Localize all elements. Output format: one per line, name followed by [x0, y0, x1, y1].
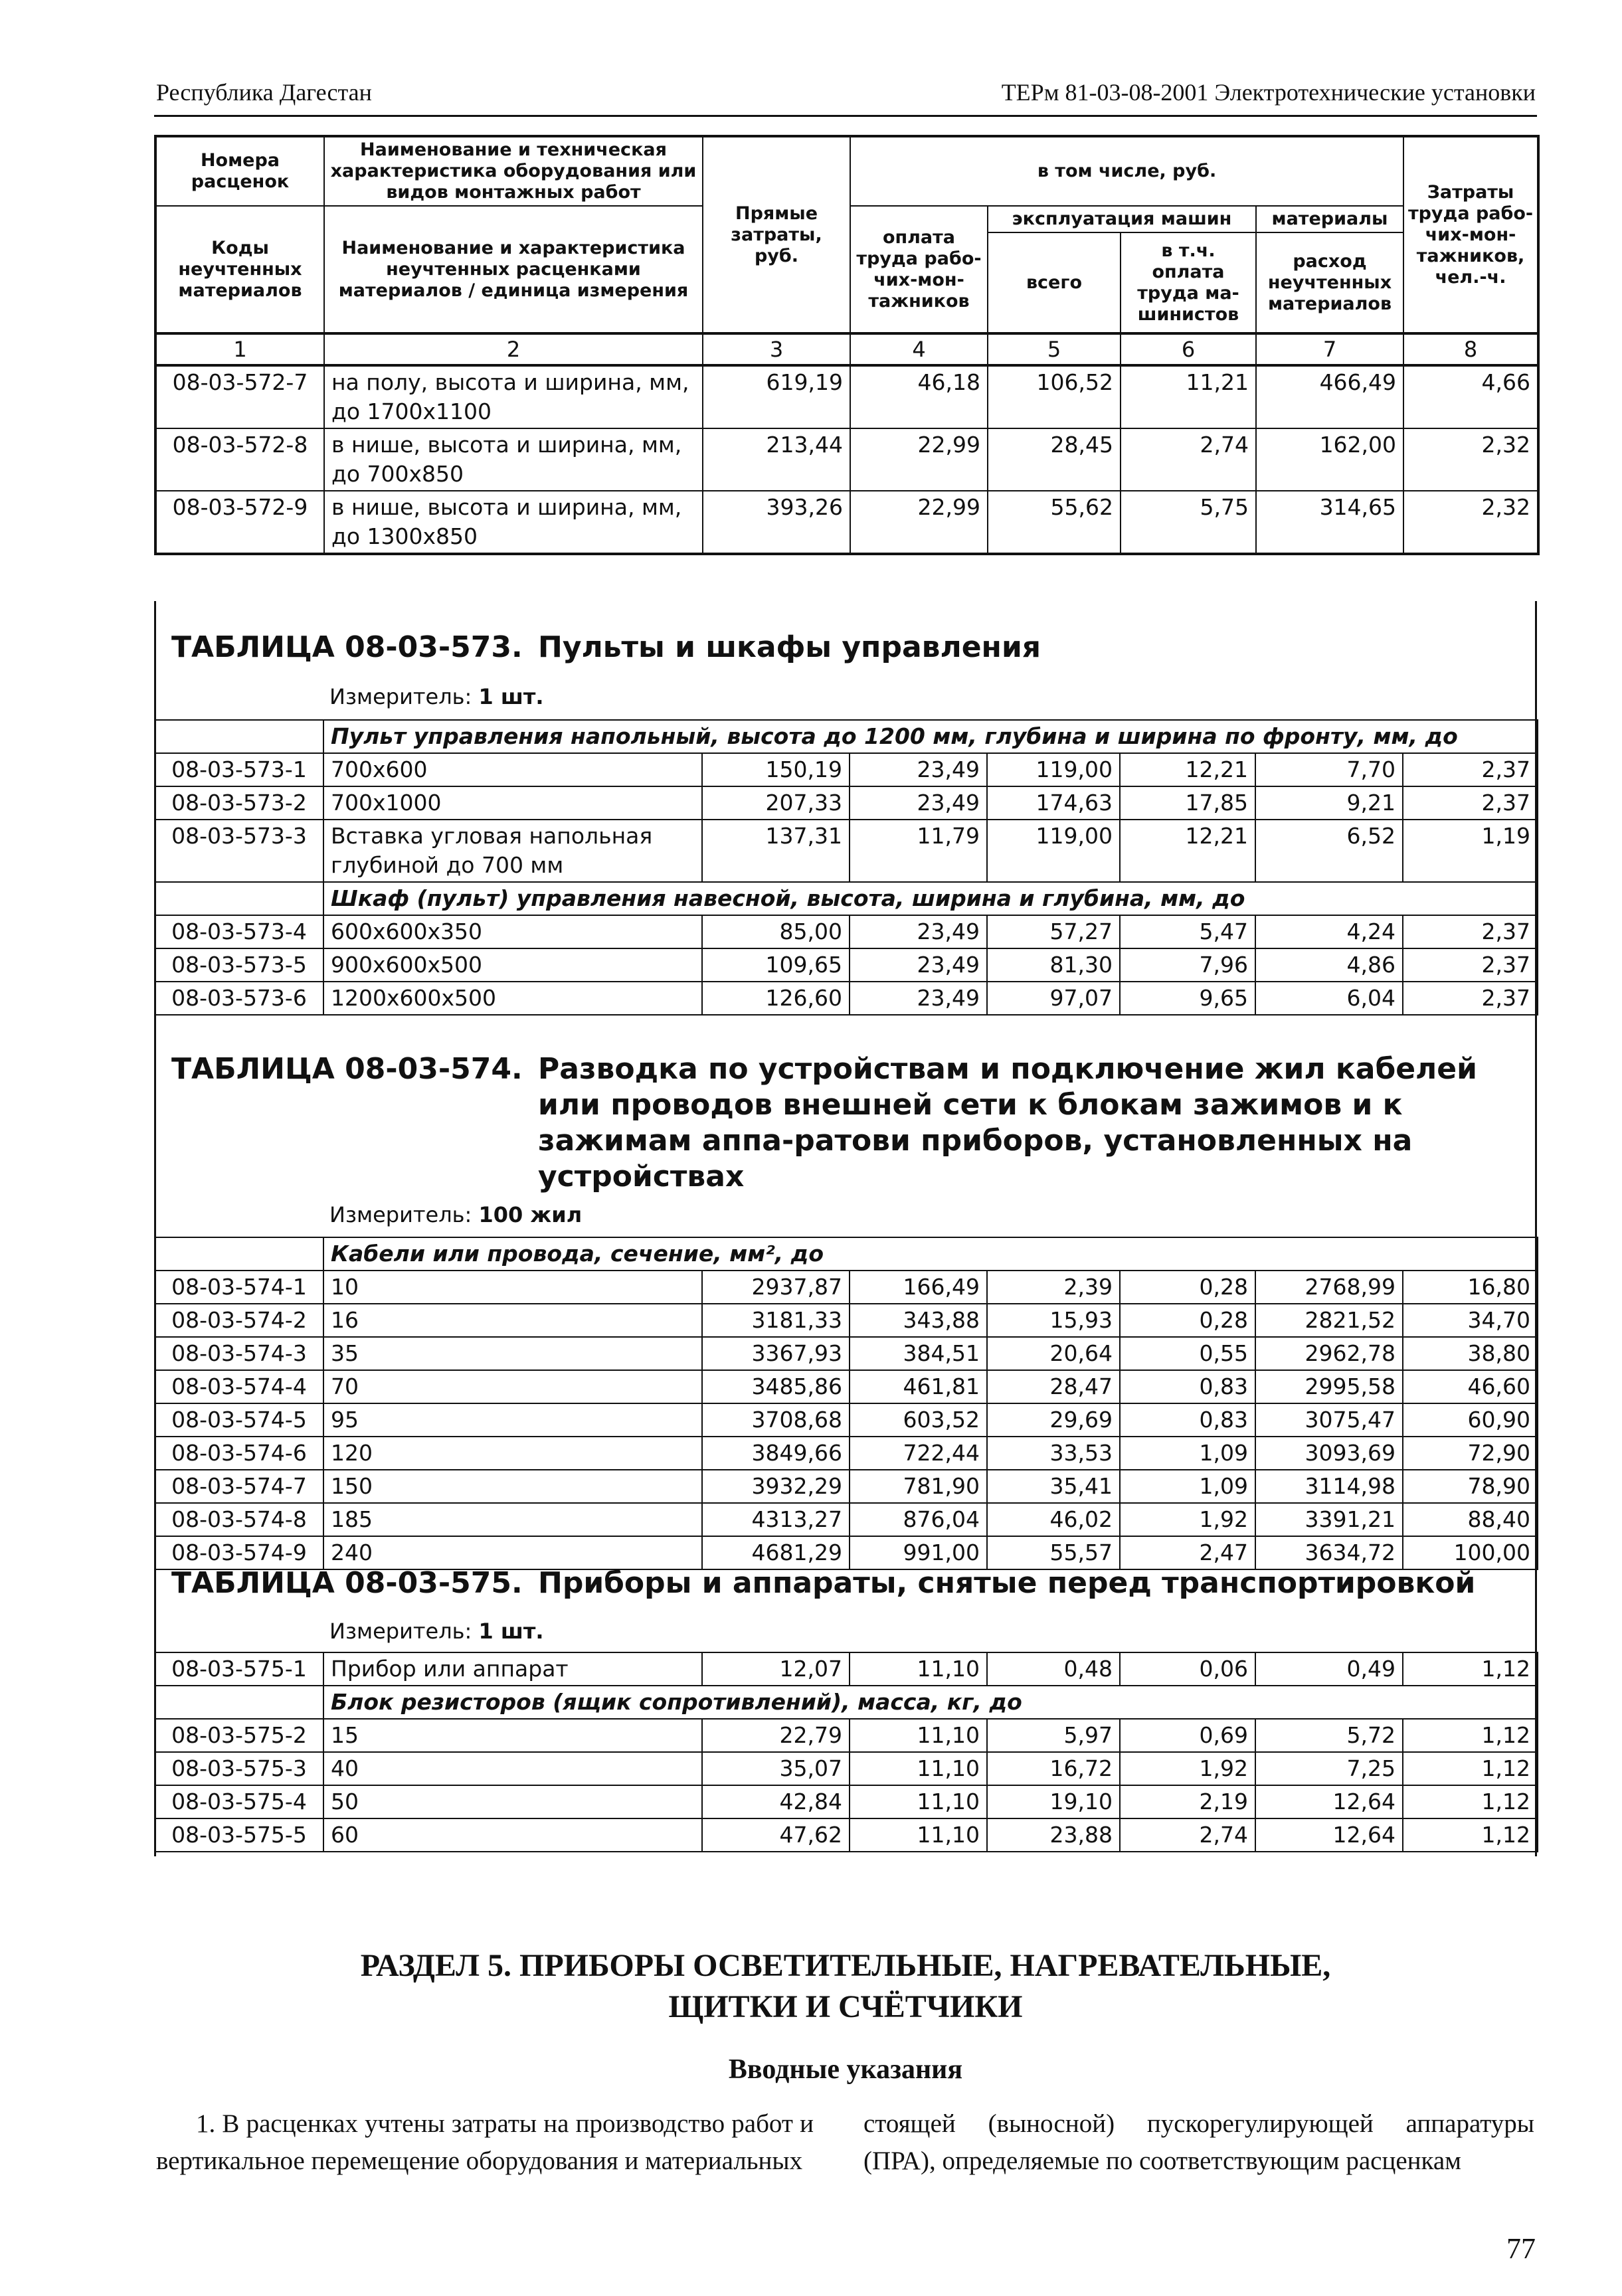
row-name: 40: [323, 1752, 702, 1785]
materials-value: 4,86: [1255, 948, 1403, 982]
row-name: 35: [323, 1337, 702, 1370]
worker-pay-value: 23,49: [850, 982, 987, 1015]
row-name: 1200х600х500: [323, 982, 702, 1015]
table-row: [155, 753, 1538, 786]
row-code: 08-03-574-3: [155, 1337, 323, 1370]
table-row: [155, 820, 1538, 882]
machine-total-value: 46,02: [987, 1503, 1120, 1536]
labor-value: 60,90: [1403, 1403, 1538, 1437]
table-row: [155, 365, 1538, 428]
table-row: [155, 982, 1538, 1015]
direct-costs-value: 47,62: [702, 1818, 850, 1852]
direct-costs-value: 2937,87: [702, 1271, 850, 1304]
col-number: 8: [1403, 333, 1538, 365]
direct-costs-value: 3367,93: [702, 1337, 850, 1370]
table-573-title: Пульты и шкафы управления: [538, 630, 1041, 664]
machine-total-value: 28,47: [987, 1370, 1120, 1403]
meter-value: 1 шт.: [478, 684, 544, 709]
direct-costs-value: 137,31: [702, 820, 850, 882]
row-name: 16: [323, 1304, 702, 1337]
table-row: [155, 1719, 1538, 1752]
subheading: Блок резисторов (ящик сопротивлений), масса, кг, до: [323, 1686, 1538, 1719]
labor-value: 1,12: [1403, 1752, 1538, 1785]
table-574-title: Разводка по устройствам и подключение жил кабелей или проводов внешней сети к блокам зажимов и к зажимам аппа-ратови приборов, установленных на устройствах: [538, 1052, 1477, 1193]
materials-value: 6,52: [1255, 820, 1403, 882]
labor-value: 1,12: [1403, 1785, 1538, 1818]
col-number: 2: [324, 333, 703, 365]
labor-value: 78,90: [1403, 1470, 1538, 1503]
labor-value: 100,00: [1403, 1536, 1538, 1569]
col-header-including: в том числе, руб.: [850, 136, 1403, 206]
machine-total-value: 55,57: [987, 1536, 1120, 1569]
worker-pay-value: 603,52: [850, 1403, 987, 1437]
table-row: [155, 1470, 1538, 1503]
row-code: 08-03-574-7: [155, 1470, 323, 1503]
col-number: 6: [1121, 333, 1256, 365]
subheading: Шкаф (пульт) управления навесной, высота, ширина и глубина, мм, до: [323, 882, 1538, 915]
table-575-title-block: [171, 1565, 1476, 1601]
direct-costs-value: 85,00: [702, 915, 850, 948]
worker-pay-value: 343,88: [850, 1304, 987, 1337]
col-header-name: Наименование и техническая характеристика оборудования или видов монтажных работ: [324, 136, 703, 206]
materials-value: 5,72: [1255, 1719, 1403, 1752]
table-575: [154, 1652, 1538, 1852]
row-code: 08-03-574-4: [155, 1370, 323, 1403]
row-code: 08-03-574-2: [155, 1304, 323, 1337]
table-row: [155, 1437, 1538, 1470]
row-code: 08-03-575-5: [155, 1818, 323, 1852]
row-code: 08-03-572-8: [155, 428, 324, 491]
table-574: [154, 1237, 1538, 1570]
machinist-pay-value: 0,83: [1120, 1370, 1255, 1403]
machine-total-value: 29,69: [987, 1403, 1120, 1437]
table-row: [155, 1536, 1538, 1569]
row-code: 08-03-573-1: [155, 753, 323, 786]
worker-pay-value: 166,49: [850, 1271, 987, 1304]
table-row: [155, 1370, 1538, 1403]
table-row: [155, 786, 1538, 820]
row-code: 08-03-575-1: [155, 1652, 323, 1686]
machine-total-value: 119,00: [987, 820, 1120, 882]
row-name: 60: [323, 1818, 702, 1852]
row-name: 120: [323, 1437, 702, 1470]
subheading: Пульт управления напольный, высота до 1200 мм, глубина и ширина по фронту, мм, до: [323, 720, 1538, 753]
direct-costs-value: 3708,68: [702, 1403, 850, 1437]
labor-value: 2,37: [1403, 915, 1538, 948]
worker-pay-value: 991,00: [850, 1536, 987, 1569]
meter-label: Измеритель:: [329, 684, 472, 709]
table-573-meter: [329, 684, 544, 709]
intro-paragraph-right: стоящей (выносной) пускорегулирующей аппаратуры (ПРА), определяемые по соответствующим расценкам: [863, 2109, 1534, 2175]
table-574-title-block: [171, 1051, 1477, 1193]
col-number: 4: [850, 333, 988, 365]
row-code: 08-03-574-6: [155, 1437, 323, 1470]
col-header-unaccounted-materials: расход неучтенных материалов: [1256, 232, 1403, 333]
row-code: 08-03-573-6: [155, 982, 323, 1015]
meter-label: Измеритель:: [329, 1202, 472, 1227]
row-name: Вставка угловая напольная глубиной до 700 мм: [323, 820, 702, 882]
table-row: [155, 948, 1538, 982]
machinist-pay-value: 7,96: [1120, 948, 1255, 982]
worker-pay-value: 876,04: [850, 1503, 987, 1536]
materials-value: 3093,69: [1255, 1437, 1403, 1470]
machine-total-value: 16,72: [987, 1752, 1120, 1785]
running-header-right: ТЕРм 81-03-08-2001 Электротехнические установки: [1001, 79, 1536, 106]
table-573-code: ТАБЛИЦА 08-03-573.: [171, 630, 523, 664]
machine-total-value: 5,97: [987, 1719, 1120, 1752]
direct-costs-value: 619,19: [703, 365, 850, 428]
row-code: 08-03-573-2: [155, 786, 323, 820]
subheading: Кабели или провода, сечение, мм², до: [323, 1237, 1538, 1271]
col-header-codes: Номера расценок: [155, 136, 324, 206]
direct-costs-value: 35,07: [702, 1752, 850, 1785]
table-row: [155, 1785, 1538, 1818]
direct-costs-value: 12,07: [702, 1652, 850, 1686]
labor-value: 1,19: [1403, 820, 1538, 882]
machinist-pay-value: 1,09: [1120, 1470, 1255, 1503]
worker-pay-value: 46,18: [850, 365, 988, 428]
row-code: 08-03-574-5: [155, 1403, 323, 1437]
worker-pay-value: 384,51: [850, 1337, 987, 1370]
direct-costs-value: 3485,86: [702, 1370, 850, 1403]
worker-pay-value: 722,44: [850, 1437, 987, 1470]
machinist-pay-value: 11,21: [1121, 365, 1256, 428]
row-code: 08-03-575-3: [155, 1752, 323, 1785]
labor-value: 2,37: [1403, 786, 1538, 820]
machinist-pay-value: 5,47: [1120, 915, 1255, 948]
table-row: [155, 1818, 1538, 1852]
header-rule: [154, 115, 1537, 117]
col-header-materials: материалы: [1256, 206, 1403, 232]
meter-value: 1 шт.: [478, 1619, 544, 1644]
worker-pay-value: 11,10: [850, 1785, 987, 1818]
labor-value: 1,12: [1403, 1652, 1538, 1686]
row-name: 700х1000: [323, 786, 702, 820]
running-header-left: Республика Дагестан: [156, 79, 372, 106]
direct-costs-value: 4313,27: [702, 1503, 850, 1536]
direct-costs-value: 213,44: [703, 428, 850, 491]
col-header-machinist-pay: в т.ч. оплата труда ма-шинистов: [1121, 232, 1256, 333]
row-code: 08-03-572-7: [155, 365, 324, 428]
direct-costs-value: 3181,33: [702, 1304, 850, 1337]
machine-total-value: 81,30: [987, 948, 1120, 982]
machinist-pay-value: 0,28: [1120, 1271, 1255, 1304]
machine-total-value: 2,39: [987, 1271, 1120, 1304]
intro-heading: Вводные указания: [728, 2054, 963, 2085]
row-name: 95: [323, 1403, 702, 1437]
worker-pay-value: 11,10: [850, 1818, 987, 1852]
machine-total-value: 15,93: [987, 1304, 1120, 1337]
row-name: 700х600: [323, 753, 702, 786]
col-number: 3: [703, 333, 850, 365]
table-row: [155, 1503, 1538, 1536]
machine-total-value: 20,64: [987, 1337, 1120, 1370]
labor-value: 88,40: [1403, 1503, 1538, 1536]
row-name: 10: [323, 1271, 702, 1304]
direct-costs-value: 126,60: [702, 982, 850, 1015]
machine-total-value: 19,10: [987, 1785, 1120, 1818]
labor-value: 34,70: [1403, 1304, 1538, 1337]
materials-value: 12,64: [1255, 1818, 1403, 1852]
materials-value: 2768,99: [1255, 1271, 1403, 1304]
table-row: [155, 1403, 1538, 1437]
col-number: 5: [988, 333, 1121, 365]
machine-total-value: 0,48: [987, 1652, 1120, 1686]
machinist-pay-value: 2,19: [1120, 1785, 1255, 1818]
direct-costs-value: 42,84: [702, 1785, 850, 1818]
table-row: [155, 1304, 1538, 1337]
labor-value: 4,66: [1403, 365, 1538, 428]
col-number: 1: [155, 333, 324, 365]
labor-value: 16,80: [1403, 1271, 1538, 1304]
table-575-code: ТАБЛИЦА 08-03-575.: [171, 1566, 523, 1600]
worker-pay-value: 22,99: [850, 491, 988, 554]
table-575-title: Приборы и аппараты, снятые перед транспортировкой: [538, 1566, 1476, 1600]
machinist-pay-value: 2,47: [1120, 1536, 1255, 1569]
worker-pay-value: 781,90: [850, 1470, 987, 1503]
col-number: 7: [1256, 333, 1403, 365]
table-row: [155, 491, 1538, 554]
worker-pay-value: 11,10: [850, 1719, 987, 1752]
direct-costs-value: 4681,29: [702, 1536, 850, 1569]
machinist-pay-value: 0,69: [1120, 1719, 1255, 1752]
row-name: 600х600х350: [323, 915, 702, 948]
machinist-pay-value: 0,55: [1120, 1337, 1255, 1370]
labor-value: 2,37: [1403, 948, 1538, 982]
table-row: [155, 1271, 1538, 1304]
materials-value: 0,49: [1255, 1652, 1403, 1686]
machinist-pay-value: 1,92: [1120, 1503, 1255, 1536]
materials-value: 4,24: [1255, 915, 1403, 948]
table-575-meter: [329, 1619, 544, 1644]
machinist-pay-value: 2,74: [1121, 428, 1256, 491]
machinist-pay-value: 0,83: [1120, 1403, 1255, 1437]
meter-label: Измеритель:: [329, 1619, 472, 1644]
page-number: 77: [1506, 2232, 1536, 2265]
worker-pay-value: 23,49: [850, 915, 987, 948]
labor-value: 2,32: [1403, 491, 1538, 554]
col-header-machine-total: всего: [988, 232, 1121, 333]
table-573-title-block: [171, 630, 1041, 665]
row-name: 150: [323, 1470, 702, 1503]
worker-pay-value: 11,10: [850, 1752, 987, 1785]
machinist-pay-value: 0,28: [1120, 1304, 1255, 1337]
labor-value: 46,60: [1403, 1370, 1538, 1403]
row-name: в нише, высота и ширина, мм, до 700х850: [324, 428, 703, 491]
table-574-code: ТАБЛИЦА 08-03-574.: [171, 1052, 523, 1086]
row-name: 900х600х500: [323, 948, 702, 982]
materials-value: 3391,21: [1255, 1503, 1403, 1536]
materials-value: 7,70: [1255, 753, 1403, 786]
machine-total-value: 28,45: [988, 428, 1121, 491]
materials-value: 9,21: [1255, 786, 1403, 820]
direct-costs-value: 3849,66: [702, 1437, 850, 1470]
col-header-direct-costs: Прямые затраты, руб.: [703, 136, 850, 333]
materials-value: 2821,52: [1255, 1304, 1403, 1337]
worker-pay-value: 23,49: [850, 786, 987, 820]
machine-total-value: 174,63: [987, 786, 1120, 820]
worker-pay-value: 22,99: [850, 428, 988, 491]
machine-total-value: 97,07: [987, 982, 1120, 1015]
row-code: 08-03-574-9: [155, 1536, 323, 1569]
machinist-pay-value: 9,65: [1120, 982, 1255, 1015]
machinist-pay-value: 12,21: [1120, 753, 1255, 786]
section-title-line-1: РАЗДЕЛ 5. ПРИБОРЫ ОСВЕТИТЕЛЬНЫЕ, НАГРЕВАТЕЛЬНЫЕ,: [360, 1948, 1331, 1983]
table-row: [155, 428, 1538, 491]
direct-costs-value: 109,65: [702, 948, 850, 982]
materials-value: 162,00: [1256, 428, 1403, 491]
labor-value: 72,90: [1403, 1437, 1538, 1470]
table-row: [155, 915, 1538, 948]
materials-value: 3114,98: [1255, 1470, 1403, 1503]
machinist-pay-value: 17,85: [1120, 786, 1255, 820]
header-table: [154, 135, 1540, 555]
table-574-meter: [329, 1202, 582, 1227]
row-name: на полу, высота и ширина, мм, до 1700х1100: [324, 365, 703, 428]
machine-total-value: 55,62: [988, 491, 1121, 554]
materials-value: 3075,47: [1255, 1403, 1403, 1437]
row-code: 08-03-572-9: [155, 491, 324, 554]
col-header-worker-pay: оплата труда рабо-чих-мон-тажников: [850, 206, 988, 333]
materials-value: 2995,58: [1255, 1370, 1403, 1403]
table-573: [154, 719, 1538, 1016]
row-name: Прибор или аппарат: [323, 1652, 702, 1686]
machinist-pay-value: 12,21: [1120, 820, 1255, 882]
labor-value: 2,37: [1403, 982, 1538, 1015]
materials-value: 7,25: [1255, 1752, 1403, 1785]
row-name: 240: [323, 1536, 702, 1569]
col-header-labor: Затраты труда рабо-чих-мон-тажников, чел.-ч.: [1403, 136, 1538, 333]
row-code: 08-03-575-4: [155, 1785, 323, 1818]
worker-pay-value: 23,49: [850, 753, 987, 786]
direct-costs-value: 22,79: [702, 1719, 850, 1752]
row-name: 70: [323, 1370, 702, 1403]
row-code: 08-03-574-1: [155, 1271, 323, 1304]
row-name: 50: [323, 1785, 702, 1818]
worker-pay-value: 11,79: [850, 820, 987, 882]
col-header-material-codes: Коды неучтенных материалов: [155, 206, 324, 333]
machinist-pay-value: 0,06: [1120, 1652, 1255, 1686]
machine-total-value: 119,00: [987, 753, 1120, 786]
worker-pay-value: 11,10: [850, 1652, 987, 1686]
row-code: 08-03-573-3: [155, 820, 323, 882]
row-name: в нише, высота и ширина, мм, до 1300х850: [324, 491, 703, 554]
worker-pay-value: 23,49: [850, 948, 987, 982]
direct-costs-value: 393,26: [703, 491, 850, 554]
materials-value: 12,64: [1255, 1785, 1403, 1818]
direct-costs-value: 3932,29: [702, 1470, 850, 1503]
labor-value: 1,12: [1403, 1818, 1538, 1852]
machine-total-value: 35,41: [987, 1470, 1120, 1503]
materials-value: 3634,72: [1255, 1536, 1403, 1569]
machinist-pay-value: 2,74: [1120, 1818, 1255, 1852]
table-row: [155, 1337, 1538, 1370]
worker-pay-value: 461,81: [850, 1370, 987, 1403]
direct-costs-value: 150,19: [702, 753, 850, 786]
row-name: 185: [323, 1503, 702, 1536]
meter-value: 100 жил: [478, 1202, 583, 1227]
table-row: [155, 1752, 1538, 1785]
materials-value: 6,04: [1255, 982, 1403, 1015]
section-title-line-2: ЩИТКИ И СЧЁТЧИКИ: [668, 1989, 1023, 2024]
col-header-machine-operation: эксплуатация машин: [988, 206, 1256, 232]
intro-paragraph-left: 1. В расценках учтены затраты на производство работ и вертикальное перемещение оборудования и материальных: [156, 2109, 814, 2175]
machine-total-value: 33,53: [987, 1437, 1120, 1470]
row-code: 08-03-575-2: [155, 1719, 323, 1752]
col-header-material-name: Наименование и характеристика неучтенных расценками материалов / единица измерения: [324, 206, 703, 333]
direct-costs-value: 207,33: [702, 786, 850, 820]
row-code: 08-03-573-5: [155, 948, 323, 982]
materials-value: 2962,78: [1255, 1337, 1403, 1370]
table-row: [155, 1652, 1538, 1686]
machine-total-value: 106,52: [988, 365, 1121, 428]
machine-total-value: 57,27: [987, 915, 1120, 948]
row-name: 15: [323, 1719, 702, 1752]
machinist-pay-value: 1,92: [1120, 1752, 1255, 1785]
labor-value: 2,32: [1403, 428, 1538, 491]
machine-total-value: 23,88: [987, 1818, 1120, 1852]
labor-value: 38,80: [1403, 1337, 1538, 1370]
materials-value: 466,49: [1256, 365, 1403, 428]
row-code: 08-03-574-8: [155, 1503, 323, 1536]
machinist-pay-value: 5,75: [1121, 491, 1256, 554]
labor-value: 1,12: [1403, 1719, 1538, 1752]
machinist-pay-value: 1,09: [1120, 1437, 1255, 1470]
materials-value: 314,65: [1256, 491, 1403, 554]
row-code: 08-03-573-4: [155, 915, 323, 948]
labor-value: 2,37: [1403, 753, 1538, 786]
